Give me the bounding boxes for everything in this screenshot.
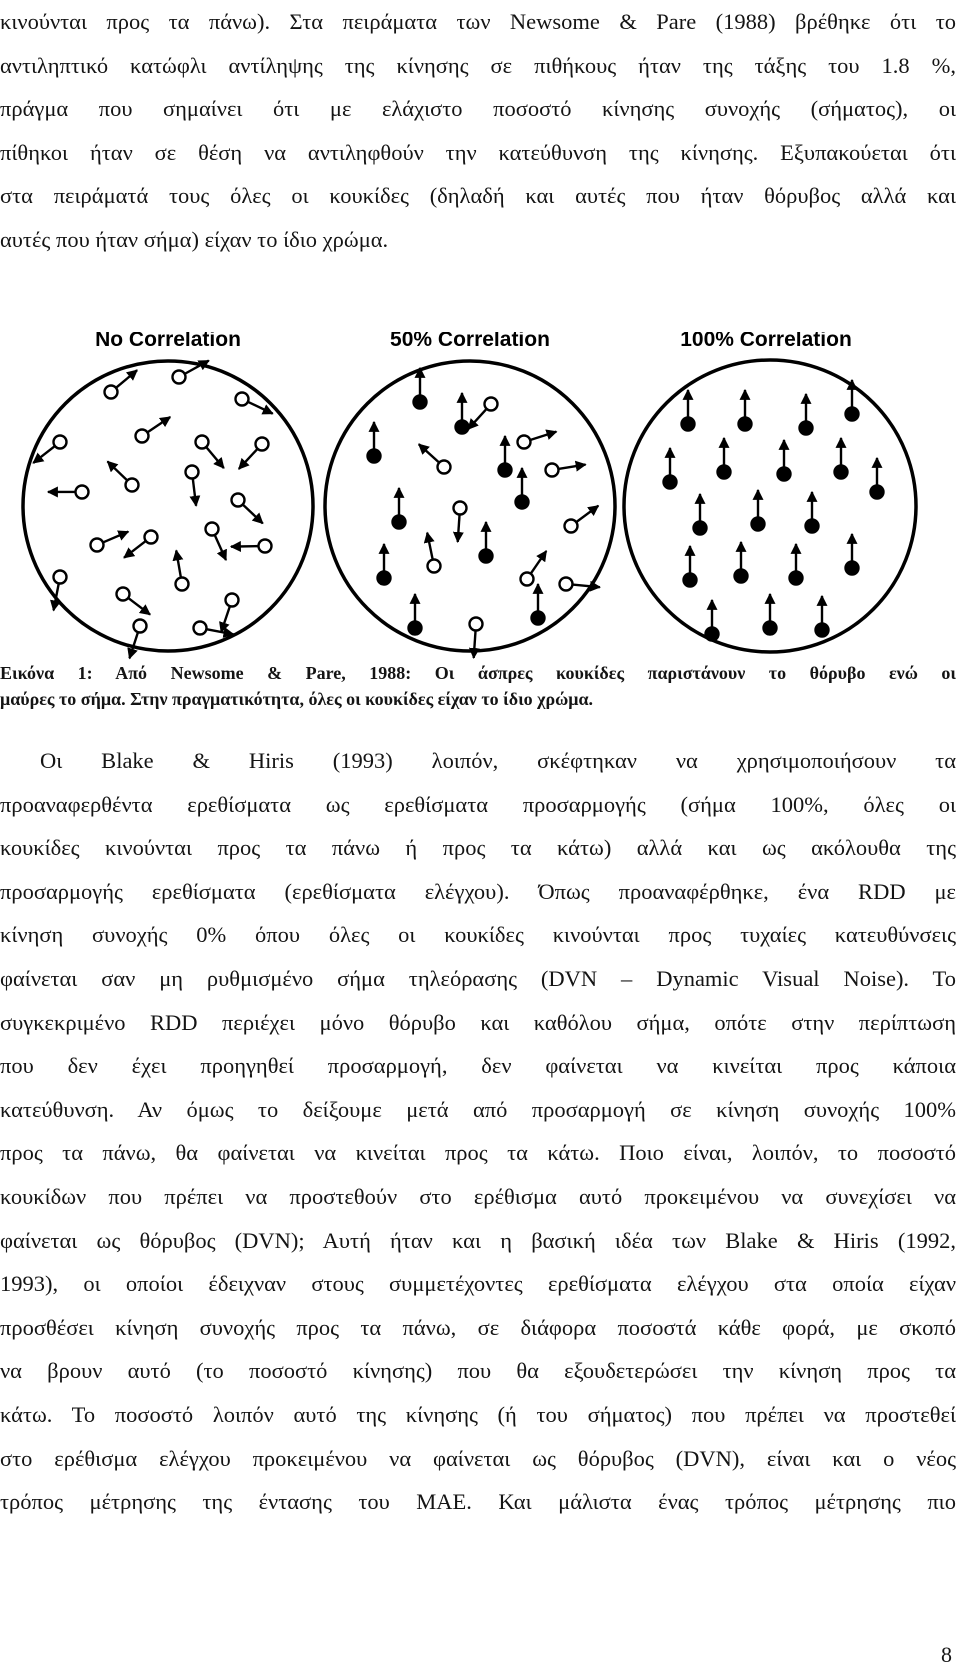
- signal-dot: [835, 438, 848, 479]
- signal-dot: [778, 440, 791, 481]
- text-line: να βρουν αυτό (το ποσοστό κίνησης) που θα εξουδετερώσει την κίνηση προς τα: [0, 1358, 956, 1384]
- text-line: τρόπος μέτρησης της έντασης του MAE. Και μάλιστα ένας τρόπος μέτρησης πιο: [0, 1489, 956, 1515]
- signal-dot: [735, 542, 748, 583]
- text-line: πίθηκοι ήταν σε θέση να αντιληφθούν την κατεύθυνση της κίνησης. Εξυπακούεται ότι: [0, 139, 956, 165]
- signal-dot: [871, 458, 884, 499]
- signal-dot: [499, 436, 512, 477]
- noise-dot: [546, 464, 586, 477]
- noise-dot: [117, 588, 151, 615]
- text-line: προαναφερθέντα ερεθίσματα ως ερεθίσματα προσαρμογής (σήμα 100%, όλες οι: [0, 791, 956, 817]
- text-line: κάτω. Το ποσοστό λοιπόν αυτό της κίνησης (ή του σήματος) που πρέπει να προστεθεί: [0, 1401, 956, 1427]
- text-line: προσθέσει κίνηση συνοχής προς τα πάνω, σε διάφορα ποσοστά κάθε φορά, με σκοπό: [0, 1314, 956, 1340]
- signal-dot: [414, 368, 427, 409]
- noise-dot: [236, 393, 273, 414]
- noise-dot: [427, 533, 440, 573]
- figure-rdk-correlation: [0, 332, 960, 662]
- signal-dot: [816, 596, 829, 637]
- noise-dot: [48, 486, 88, 499]
- signal-dot: [846, 380, 859, 421]
- text-line: πράγμα που σημαίνει ότι με ελάχιστο ποσοστό κίνησης συνοχής (σήματος), οι: [0, 96, 956, 122]
- noise-dot: [521, 551, 547, 585]
- noise-dot: [454, 502, 467, 542]
- signal-dot: [718, 438, 731, 479]
- signal-dot: [516, 468, 529, 509]
- signal-dot: [800, 394, 813, 435]
- text-line: προς τα πάνω, θα φαίνεται να κινείται προς τα κάτω. Ποιο είναι, λοιπόν, το ποσοστό: [0, 1140, 956, 1166]
- aperture-50-correlation: [325, 361, 615, 651]
- signal-dot: [664, 448, 677, 489]
- noise-dot: [124, 531, 157, 558]
- noise-dot: [107, 461, 138, 491]
- noise-dot: [129, 620, 146, 659]
- figure-svg: [0, 332, 960, 662]
- signal-dot: [846, 534, 859, 575]
- page-number: 8: [941, 1642, 952, 1667]
- signal-dot: [694, 494, 707, 535]
- signal-dot: [409, 594, 422, 635]
- noise-dot: [194, 622, 234, 635]
- text-line: στα πειράματά τους όλες οι κουκίδες (δηλαδή και αυτές που ήταν θόρυβος αλλά και: [0, 183, 956, 209]
- text-line: συγκεκριμένο RDD περιέχει μόνο θόρυβο και καθόλου σήμα, οπότε στην περίπτωση: [0, 1009, 956, 1035]
- noise-dot: [176, 550, 189, 590]
- noise-dot: [196, 436, 224, 469]
- noise-dot: [206, 523, 226, 560]
- text-line: αυτές που ήταν σήμα) είχαν το ίδιο χρώμα.: [0, 226, 389, 252]
- noise-dot: [232, 494, 263, 524]
- dots-100-correlation: [664, 380, 884, 641]
- noise-dot: [518, 432, 557, 449]
- signal-dot: [393, 488, 406, 529]
- signal-dot: [378, 544, 391, 585]
- signal-dot: [456, 393, 469, 434]
- signal-dot: [752, 490, 765, 531]
- text-line: στο ερέθισμα ελέγχου προκειμένου να φαίνεται ως θόρυβος (DVN), είναι και ο νέος: [0, 1445, 956, 1471]
- text-line: που δεν έχει προηγηθεί προσαρμογή, δεν φαίνεται να κινείται προς κάποια: [0, 1053, 956, 1079]
- noise-dot: [468, 398, 497, 430]
- panel-title-100-correlation: 100% Correlation: [680, 332, 852, 351]
- text-line: αντιληπτικό κατώφλι αντίληψης της κίνησης σε πιθήκους ήταν της τάξης του 1.8 %,: [0, 52, 956, 78]
- panel-title-no-correlation: No Correlation: [95, 332, 241, 351]
- caption-line: μαύρες το σήμα. Στην πραγματικότητα, όλες οι κουκίδες είχαν το ίδιο χρώμα.: [0, 689, 593, 709]
- paragraph-main: [0, 739, 956, 1524]
- noise-dot: [419, 444, 451, 473]
- text-line: κίνηση συνοχής 0% όπου όλες οι κουκίδες κινούνται προς τυχαίες κατευθύνσεις: [0, 922, 956, 948]
- panel-title-50-correlation: 50% Correlation: [390, 332, 550, 351]
- text-line: κατεύθυνση. Αν όμως το δείξουμε μετά από προσαρμογή σε κίνηση συνοχής 100%: [0, 1096, 956, 1122]
- noise-dot: [136, 417, 171, 442]
- paragraph-intro: [0, 0, 956, 262]
- noise-dot: [565, 506, 599, 533]
- figure-caption: [0, 660, 956, 712]
- noise-dot: [231, 540, 271, 553]
- text-line: κουκίδων που πρέπει να προστεθούν στο ερέθισμα αυτό προκειμένου να συνεχίσει να: [0, 1183, 956, 1209]
- signal-dot: [806, 492, 819, 533]
- signal-dot: [532, 584, 545, 625]
- aperture-no-correlation: [23, 361, 313, 651]
- text-line: φαίνεται σαν μη ρυθμισμένο σήμα τηλεόρασης (DVN – Dynamic Visual Noise). Το: [0, 965, 956, 991]
- text-line: Οι Blake & Hiris (1993) λοιπόν, σκέφτηκαν να χρησιμοποιήσουν τα: [40, 748, 956, 773]
- signal-dot: [480, 522, 493, 563]
- text-line: φαίνεται ως θόρυβος (DVN); Αυτή ήταν και η βασική ιδέα των Blake & Hiris (1992,: [0, 1227, 956, 1253]
- text-line: κουκίδες κινούνται προς τα πάνω ή προς τα κάτω) αλλά και ως ακόλουθα της: [0, 835, 956, 861]
- text-line: 1993), οι οποίοι έδειχναν στους συμμετέχοντες ερεθίσματα ελέγχου στα οποία είχαν: [0, 1271, 956, 1297]
- signal-dot: [739, 390, 752, 431]
- signal-dot: [682, 390, 695, 431]
- signal-dot: [790, 544, 803, 585]
- text-line: προσαρμογής ερεθίσματα (ερεθίσματα ελέγχου). Όπως προαναφέρθηκε, ένα RDD με: [0, 878, 956, 904]
- signal-dot: [684, 546, 697, 587]
- noise-dot: [186, 466, 199, 506]
- signal-dot: [706, 600, 719, 641]
- signal-dot: [764, 594, 777, 635]
- text-line: κινούνται προς τα πάνω). Στα πειράματα των Newsome & Pare (1988) βρέθηκε ότι το: [0, 9, 956, 34]
- noise-dot: [239, 438, 269, 469]
- caption-line: Εικόνα 1: Από Newsome & Pare, 1988: Οι άσπρες κουκίδες παριστάνουν το θόρυβο ενώ οι: [0, 663, 956, 683]
- signal-dot: [368, 422, 381, 463]
- noise-dot: [221, 594, 238, 633]
- noise-dot: [91, 532, 129, 552]
